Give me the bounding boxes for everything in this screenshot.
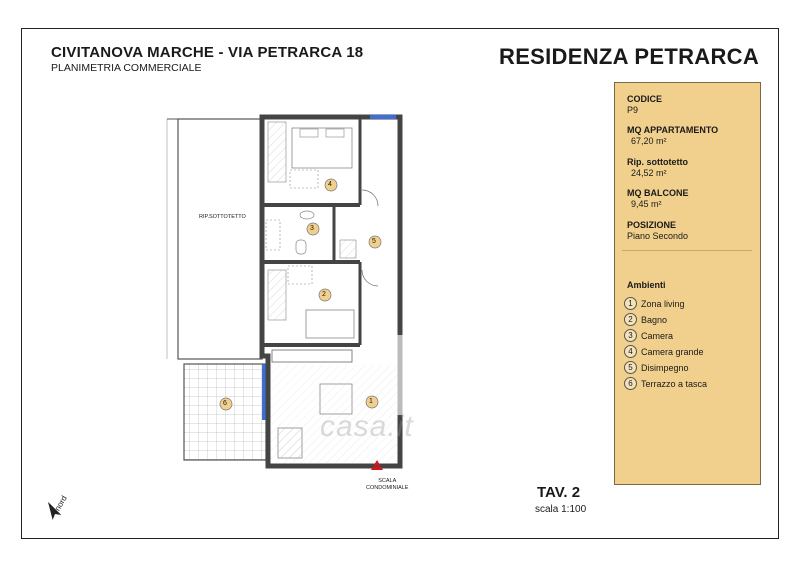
posizione-value: Piano Secondo bbox=[627, 231, 689, 241]
door-swing bbox=[362, 270, 378, 286]
ambienti-title: Ambienti bbox=[627, 280, 666, 290]
pillow bbox=[326, 129, 344, 137]
residence-title: RESIDENZA PETRARCA bbox=[499, 44, 760, 69]
terrace-area bbox=[184, 364, 266, 460]
room-number-3: 3 bbox=[310, 225, 314, 232]
room-number-2: 2 bbox=[322, 291, 326, 298]
bed-single bbox=[306, 310, 354, 338]
balcone-label: MQ BALCONE bbox=[627, 188, 689, 198]
ambiente-label: Zona living bbox=[641, 298, 685, 309]
scale-label: scala 1:100 bbox=[535, 504, 587, 515]
shower bbox=[340, 240, 356, 258]
ambiente-number: 6 bbox=[624, 377, 637, 390]
mq-appartamento-value: 67,20 m² bbox=[631, 136, 667, 146]
pillow bbox=[300, 129, 318, 137]
ambiente-number: 2 bbox=[624, 313, 637, 326]
stair-label-line1: SCALA bbox=[378, 478, 397, 484]
north-label: nord bbox=[53, 494, 69, 513]
attic-area bbox=[178, 119, 262, 359]
stair-label bbox=[366, 478, 408, 492]
ambiente-number: 1 bbox=[624, 297, 637, 310]
kitchen-counter bbox=[272, 350, 352, 362]
ambiente-number: 3 bbox=[624, 329, 637, 342]
ambiente-label: Camera grande bbox=[641, 346, 704, 357]
posizione-label: POSIZIONE bbox=[627, 220, 677, 230]
ambiente-number: 5 bbox=[624, 361, 637, 374]
rip-sottotetto-value: 24,52 m² bbox=[631, 168, 667, 178]
desk bbox=[290, 170, 318, 188]
location-title: CIVITANOVA MARCHE - VIA PETRARCA 18 bbox=[51, 44, 364, 61]
ambiente-label: Bagno bbox=[641, 314, 668, 325]
wardrobe bbox=[268, 122, 286, 182]
bed-double bbox=[292, 128, 352, 168]
codice-value: P9 bbox=[627, 105, 639, 115]
door-swing bbox=[362, 190, 378, 206]
attic-label: RIP.SOTTOTETTO bbox=[199, 214, 246, 220]
balcone-value: 9,45 m² bbox=[631, 199, 662, 209]
watermark: casa.it bbox=[320, 410, 414, 443]
room-number-6: 6 bbox=[223, 400, 227, 407]
codice-label: CODICE bbox=[627, 94, 663, 104]
plan-subtitle: PLANIMETRIA COMMERCIALE bbox=[51, 62, 202, 74]
room-number-4: 4 bbox=[328, 181, 332, 188]
washbasin bbox=[300, 211, 314, 219]
window-top bbox=[370, 115, 396, 119]
shelf bbox=[266, 220, 280, 250]
tav-number: TAV. 2 bbox=[537, 484, 581, 501]
room-number-5: 5 bbox=[372, 238, 376, 245]
ambiente-number: 4 bbox=[624, 345, 637, 358]
desk bbox=[288, 266, 312, 284]
mq-appartamento-label: MQ APPARTAMENTO bbox=[627, 125, 719, 135]
stair-label-line2: CONDOMINIALE bbox=[366, 485, 409, 491]
ambiente-label: Disimpegno bbox=[641, 362, 689, 373]
ambiente-label: Terrazzo a tasca bbox=[641, 378, 708, 389]
rip-sottotetto-label: Rip. sottotetto bbox=[627, 157, 688, 167]
ambiente-label: Camera bbox=[641, 330, 674, 341]
toilet bbox=[296, 240, 306, 254]
wardrobe bbox=[268, 270, 286, 320]
room-number-1: 1 bbox=[369, 398, 373, 405]
